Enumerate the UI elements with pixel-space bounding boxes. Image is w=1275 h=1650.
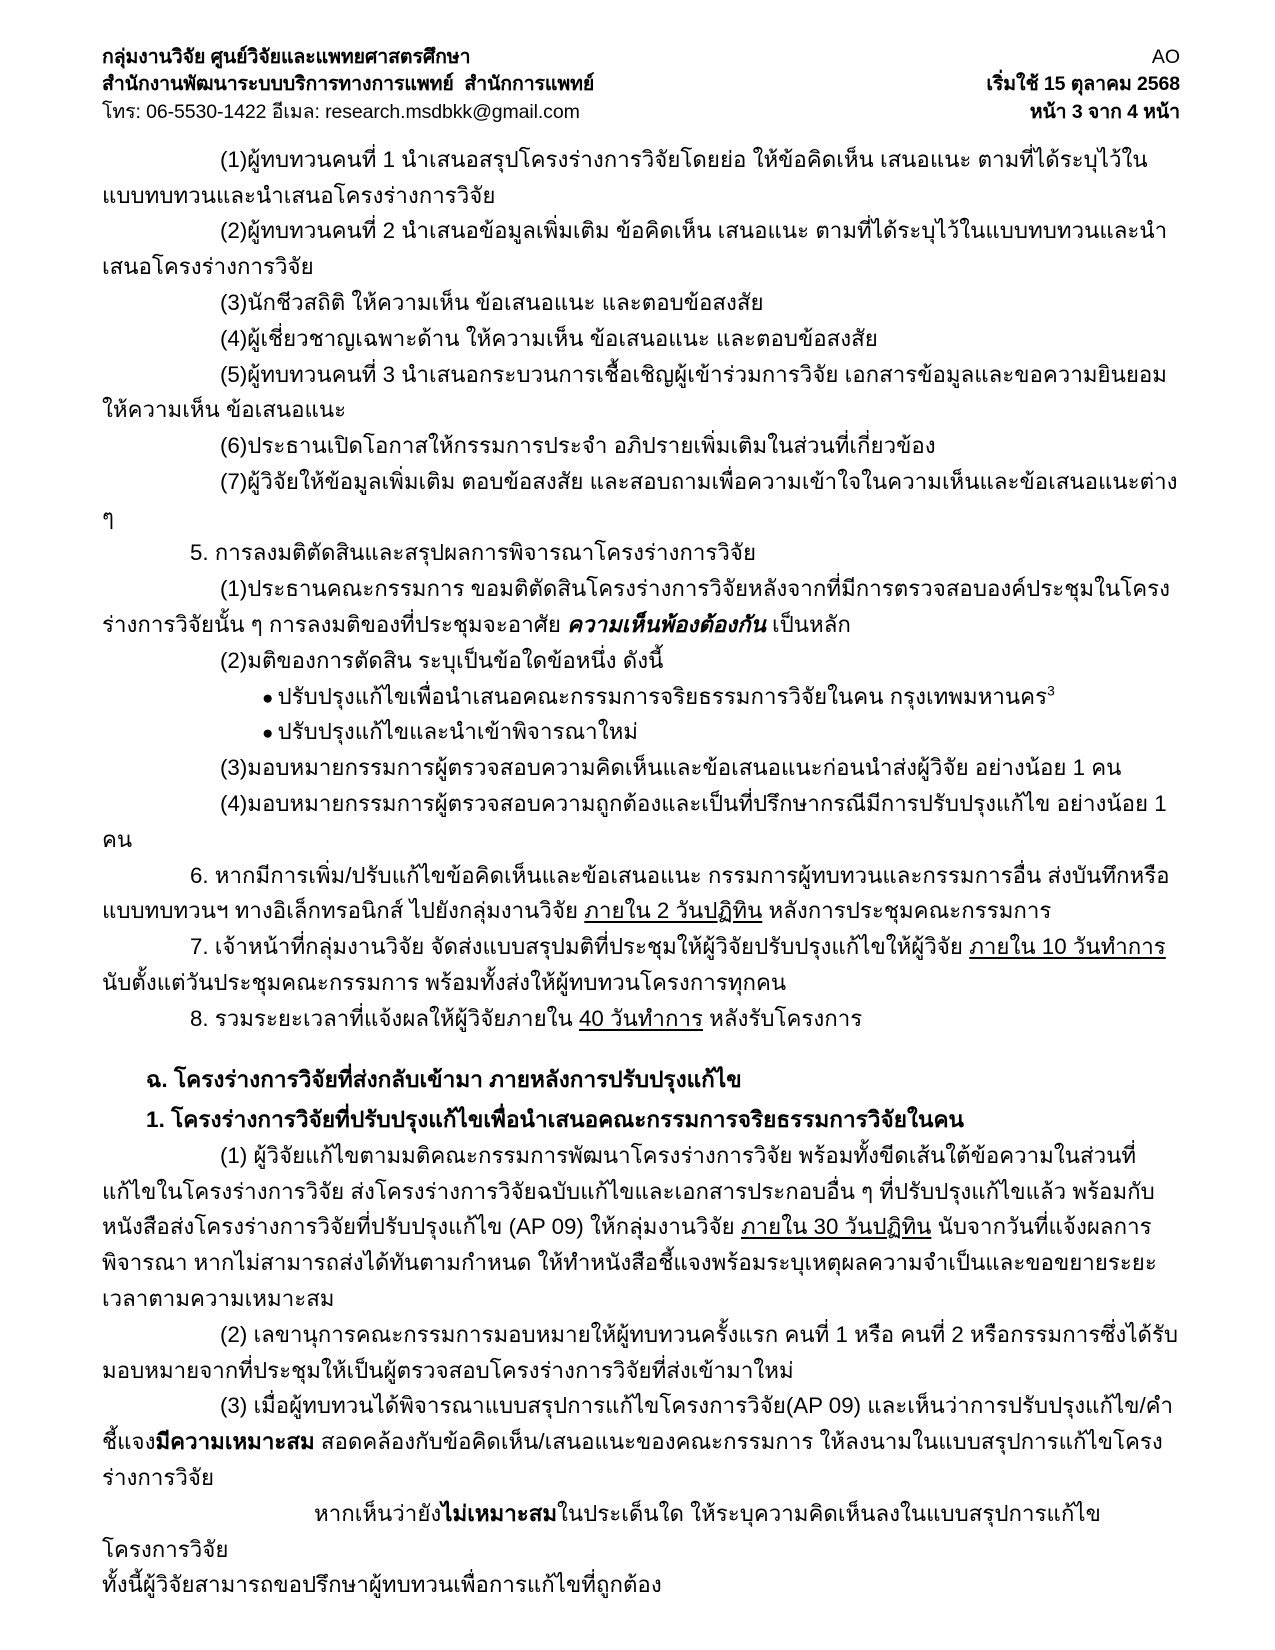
numbered-item-7-text-a: 7. เจ้าหน้าที่กลุ่มงานวิจัย จัดส่งแบบสรุปมติที่ประชุมให้ผู้วิจัยปรับปรุงแก้ไขให้ผู้วิจัย bbox=[190, 934, 970, 960]
header-right-block bbox=[986, 44, 1180, 126]
section-6-sub-1-text-b: นับจากวันที่แจ้งผลการพิจารณา หากไม่สามารถส่งได้ทันตามกำหนด ให้ทำหนังสือชี้แจงพร้อมระบุเหตุผลความจำเป็นและขอขยายระยะเวลาตามความเหมาะสม bbox=[102, 1214, 1157, 1312]
page-header bbox=[102, 44, 1180, 126]
list-item-1: (1)ผู้ทบทวนคนที่ 1 นำเสนอสรุปโครงร่างการวิจัยโดยย่อ ให้ข้อคิดเห็น เสนอแนะ ตามที่ได้ระบุไว้ในแบบทบทวนและนำเสนอโครงร่างการวิจัย bbox=[102, 146, 1148, 208]
section-6-sub-1 bbox=[102, 1138, 1180, 1317]
section-5-sub-1-emphasis: ความเห็นพ้องต้องกัน bbox=[567, 612, 766, 638]
numbered-item-6 bbox=[102, 858, 1180, 930]
list-item-3: (3)นักชีวสถิติ ให้ความเห็น ข้อเสนอแนะ และตอบข้อสงสัย bbox=[220, 290, 764, 316]
bullet-item-1-label: ปรับปรุงแก้ไขเพื่อนำเสนอคณะกรรมการจริยธรรมการวิจัยในคน กรุงเทพมหานคร bbox=[277, 683, 1048, 709]
section-6-sub-3-emphasis: มีความเหมาะสม bbox=[155, 1429, 315, 1455]
list-item-2: (2)ผู้ทบทวนคนที่ 2 นำเสนอข้อมูลเพิ่มเติม ข้อคิดเห็น เสนอแนะ ตามที่ได้ระบุไว้ในแบบทบทวนและนำเสนอโครงร่างการวิจัย bbox=[102, 218, 1168, 280]
section-5-sub-1-text-a: (1)ประธานคณะกรรมการ ขอมติตัดสินโครงร่างการวิจัยหลังจากที่มีการตรวจสอบองค์ประชุมในโครงร่างการวิจัยนั้น ๆ การลงมติของที่ประชุมจะอาศัย bbox=[102, 576, 1170, 638]
section-5-sub-1-text-b: เป็นหลัก bbox=[765, 612, 851, 638]
numbered-item-7-text-b: นับตั้งแต่วันประชุมคณะกรรมการ พร้อมทั้งส่งให้ผู้ทบทวนโครงการทุกคน bbox=[102, 969, 787, 995]
header-org-line-1: กลุ่มงานวิจัย ศูนย์วิจัยและแพทยศาสตรศึกษา bbox=[102, 46, 471, 68]
numbered-item-5: 5. การลงมติตัดสินและสรุปผลการพิจารณาโครงร่างการวิจัย bbox=[190, 540, 757, 566]
bullet-item-1-footnote-ref: 3 bbox=[1047, 682, 1055, 699]
header-org-line-2: สำนักงานพัฒนาระบบบริการทางการแพทย์ สำนักการแพทย์ bbox=[102, 73, 595, 96]
bullet-glyph-icon: ● bbox=[262, 723, 274, 745]
header-effective-date: เริ่มใช้ 15 ตุลาคม 2568 bbox=[986, 73, 1180, 96]
list-item-6: (6)ประธานเปิดโอกาสให้กรรมการประจำ อภิปรายเพิ่มเติมในส่วนที่เกี่ยวข้อง bbox=[220, 433, 936, 459]
bullet-item-2 bbox=[102, 714, 1180, 750]
list-item-4: (4)ผู้เชี่ยวชาญเฉพาะด้าน ให้ความเห็น ข้อเสนอแนะ และตอบข้อสงสัย bbox=[220, 325, 878, 351]
section-6-sub-5: ทั้งนี้ผู้วิจัยสามารถขอปรึกษาผู้ทบทวนเพื่อการแก้ไขที่ถูกต้อง bbox=[102, 1572, 662, 1598]
section-6-sub-4-text-b: ในประเด็นใด ให้ระบุความคิดเห็นลงในแบบสรุปการแก้ไขโครงการวิจัย bbox=[102, 1500, 1101, 1562]
header-contact-line: โทร: 06-5530-1422 อีเมล: research.msdbkk@gmail.com bbox=[102, 100, 580, 123]
section-6-sub-3-text-b: สอดคล้องกับข้อคิดเห็น/เสนอแนะของคณะกรรมการ ให้ลงนามในแบบสรุปการแก้ไขโครงร่างการวิจัย bbox=[102, 1429, 1163, 1490]
numbered-item-8-deadline: 40 วันทำการ bbox=[578, 1005, 703, 1031]
numbered-item-7 bbox=[102, 929, 1180, 1001]
section-heading-cho: ฉ. โครงร่างการวิจัยที่ส่งกลับเข้ามา ภายหลังการปรับปรุงแก้ไข bbox=[146, 1067, 742, 1093]
header-doc-code: AO bbox=[1151, 46, 1180, 68]
header-page-number: หน้า 3 จาก 4 หน้า bbox=[1029, 100, 1180, 123]
section-5-sub-4: (4)มอบหมายกรรมการผู้ตรวจสอบความถูกต้องและเป็นที่ปรึกษากรณีมีการปรับปรุงแก้ไข อย่างน้อย 1 คน bbox=[102, 790, 1167, 852]
numbered-item-8-text-b: หลังรับโครงการ bbox=[702, 1005, 863, 1031]
section-6-sub-3-text-a: (3) เมื่อผู้ทบทวนได้พิจารณาแบบสรุปการแก้ไขโครงการวิจัย(AP 09) และเห็นว่าการปรับปรุงแก้ไข/คำชี้แจง bbox=[102, 1393, 1174, 1455]
section-5-sub-2: (2)มติของการตัดสิน ระบุเป็นข้อใดข้อหนึ่ง ดังนี้ bbox=[220, 647, 664, 673]
section-6-sub-1-deadline: ภายใน 30 วันปฏิทิน bbox=[740, 1214, 932, 1240]
section-5-sub-3: (3)มอบหมายกรรมการผู้ตรวจสอบความคิดเห็นและข้อเสนอแนะก่อนนำส่งผู้วิจัย อย่างน้อย 1 คน bbox=[220, 755, 1122, 781]
numbered-item-6-deadline: ภายใน 2 วันปฏิทิน bbox=[584, 898, 763, 924]
numbered-item-6-text-b: หลังการประชุมคณะกรรมการ bbox=[762, 898, 1052, 924]
section-5-sub-1 bbox=[102, 571, 1180, 643]
section-6-sub-4-emphasis: ไม่เหมาะสม bbox=[441, 1500, 558, 1526]
numbered-item-7-deadline: ภายใน 10 วันทำการ bbox=[969, 934, 1166, 960]
numbered-item-6-text-a: 6. หากมีการเพิ่ม/ปรับแก้ไขข้อคิดเห็นและข้อเสนอแนะ กรรมการผู้ทบทวนและกรรมการอื่น ส่งบันทึกหรือแบบทบทวนฯ ทางอิเล็กทรอนิกส์ ไปยังกลุ่มงานวิจัย bbox=[102, 862, 1170, 924]
section-6-sub-4-text-a: หากเห็นว่ายัง bbox=[314, 1500, 442, 1526]
section-6-sub-4 bbox=[102, 1496, 1180, 1568]
list-item-5: (5)ผู้ทบทวนคนที่ 3 นำเสนอกระบวนการเชื้อเชิญผู้เข้าร่วมการวิจัย เอกสารข้อมูลและขอความยินยอม ให้ความเห็น ข้อเสนอแนะ bbox=[102, 361, 1168, 423]
bullet-glyph-icon: ● bbox=[262, 687, 274, 709]
list-item-7: (7)ผู้วิจัยให้ข้อมูลเพิ่มเติม ตอบข้อสงสัย และสอบถามเพื่อความเข้าใจในความเห็นและข้อเสนอแนะต่าง ๆ bbox=[102, 468, 1178, 530]
bullet-item-2-label: ปรับปรุงแก้ไขและนำเข้าพิจารณาใหม่ bbox=[277, 719, 638, 745]
header-left-block bbox=[102, 44, 594, 126]
section-heading-1: 1. โครงร่างการวิจัยที่ปรับปรุงแก้ไขเพื่อนำเสนอคณะกรรมการจริยธรรมการวิจัยในคน bbox=[146, 1106, 964, 1132]
section-6-sub-2: (2) เลขานุการคณะกรรมการมอบหมายให้ผู้ทบทวนครั้งแรก คนที่ 1 หรือ คนที่ 2 หรือกรรมการซึ่งได้รับมอบหมายจากที่ประชุมให้เป็นผู้ตรวจสอบโครงร่างการวิจัยที่ส่งเข้ามาใหม่ bbox=[102, 1321, 1179, 1383]
bullet-item-1 bbox=[102, 679, 1180, 715]
numbered-item-8 bbox=[102, 1001, 1180, 1037]
section-6-sub-3 bbox=[102, 1388, 1180, 1495]
document-body bbox=[102, 142, 1180, 1603]
section-6-sub-1-text-a: (1) ผู้วิจัยแก้ไขตามมติคณะกรรมการพัฒนาโครงร่างการวิจัย พร้อมทั้งขีดเส้นใต้ข้อความในส่วนที่แก้ไขในโครงร่างการวิจัย ส่งโครงร่างการวิจัยฉบับแก้ไขและเอกสารประกอบอื่น ๆ ที่ปรับปรุงแก้ไขแล้ว พร้อมกับหนังสือส่งโครงร่างการวิจัยที่ปรับปรุงแก้ไข (AP 09) ให้กลุ่มงานวิจัย bbox=[102, 1142, 1155, 1240]
numbered-item-8-text-a: 8. รวมระยะเวลาที่แจ้งผลให้ผู้วิจัยภายใน bbox=[190, 1005, 579, 1031]
